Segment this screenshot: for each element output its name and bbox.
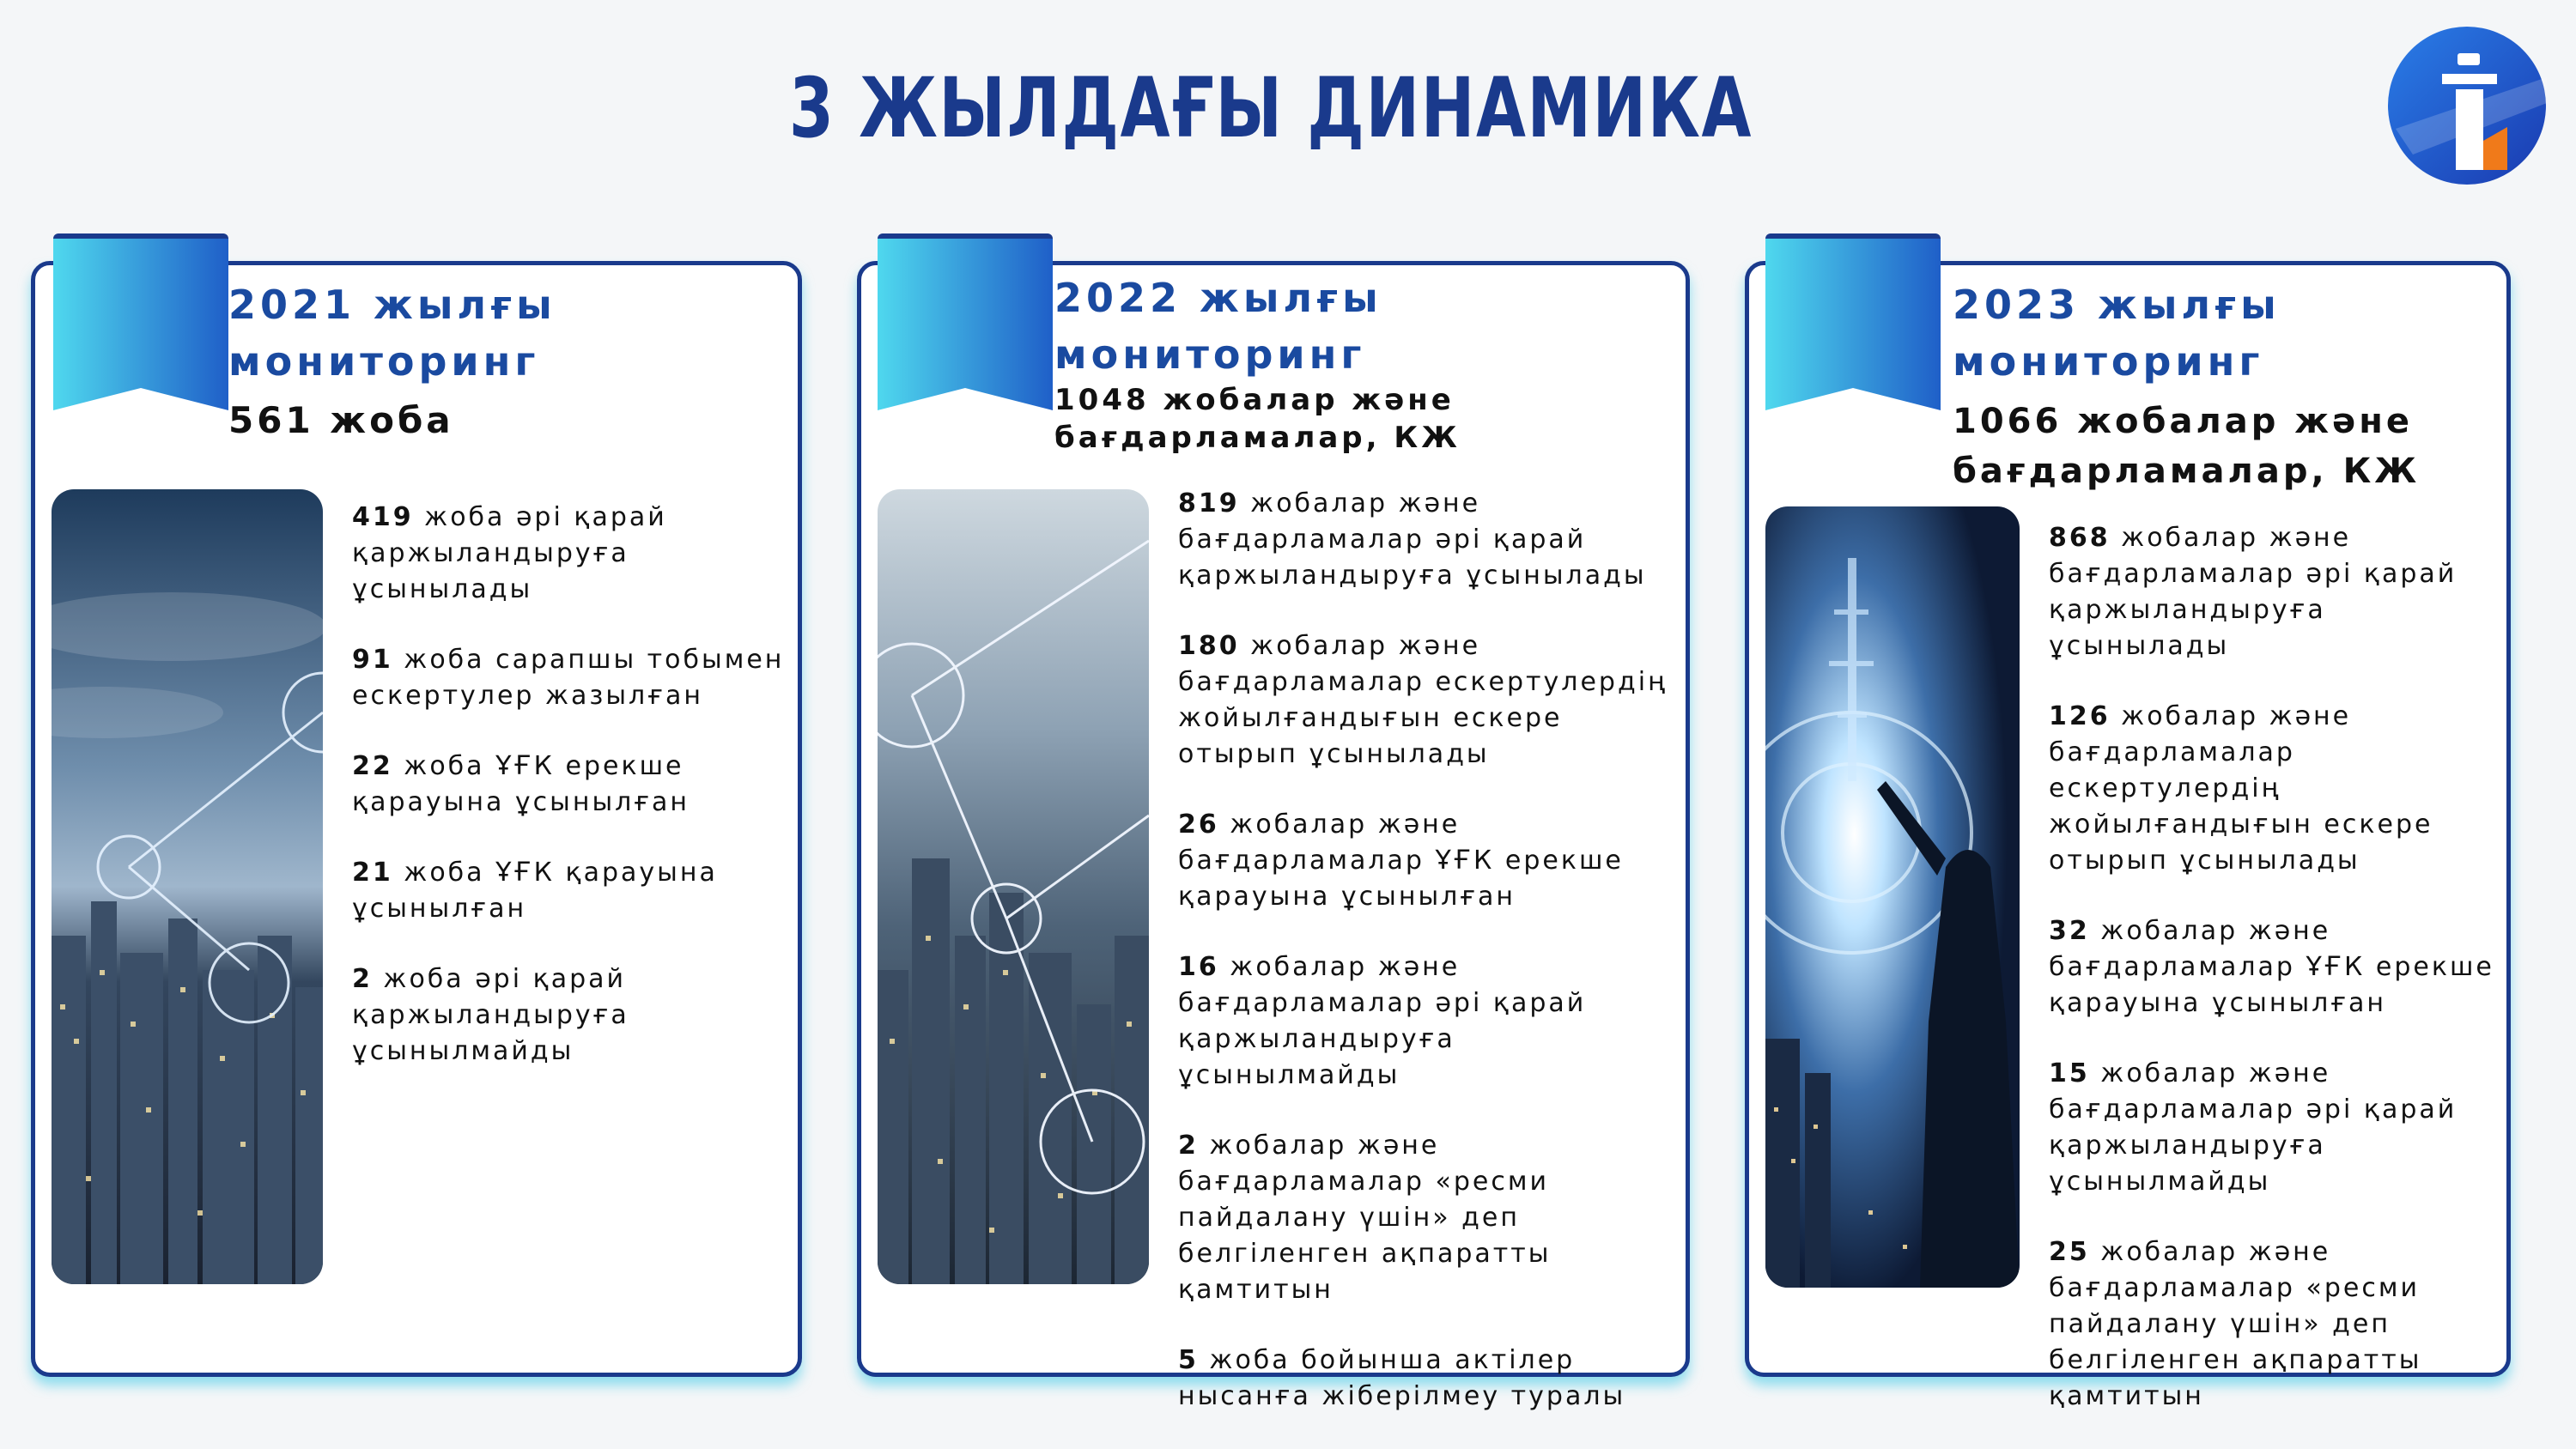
- items-2021: [352, 500, 790, 1104]
- card-title-2023: [1953, 276, 2281, 390]
- items-2022: [1178, 486, 1676, 1449]
- card-title-word: мониторинг: [228, 338, 540, 385]
- ribbon-2022: [878, 233, 1053, 410]
- tech-photo-2023: [1765, 506, 2020, 1288]
- card-year: 2022 жылғы: [1054, 275, 1382, 321]
- card-title-word: мониторинг: [1054, 331, 1366, 378]
- list-item: 32 жобалар және бағдарламалар ҰҒК ерекше қарауына ұсынылған: [2049, 916, 2494, 1018]
- list-item: 21 жоба ҰҒК қарауына ұсынылған: [352, 858, 718, 924]
- card-subtitle-2021: 561 жоба: [228, 399, 454, 441]
- list-item: 2 жоба әрі қарай қаржыландыруға ұсынылмайды: [352, 964, 629, 1066]
- list-item: 22 жоба ҰҒК ерекше қарауына ұсынылған: [352, 751, 690, 817]
- card-title-2021: [228, 276, 556, 390]
- ribbon-2021: [53, 233, 228, 410]
- list-item: 819 жобалар және бағдарламалар әрі қарай қаржыландыруға ұсынылады: [1178, 488, 1647, 591]
- card-subtitle-2022: 1048 жобалар және бағдарламалар, КЖ: [1054, 383, 1461, 455]
- list-item: 26 жобалар және бағдарламалар ҰҒК ерекше қарауына ұсынылған: [1178, 809, 1624, 912]
- list-item: 25 жобалар және бағдарламалар «ресми пайдалану үшін» деп белгіленген ақпаратты қамтитын: [2049, 1237, 2422, 1411]
- logo-icon: [2387, 26, 2547, 185]
- items-2023: [2049, 520, 2495, 1449]
- list-item: 419 жоба әрі қарай қаржыландыруға ұсынылады: [352, 502, 667, 604]
- card-year: 2023 жылғы: [1953, 282, 2281, 328]
- city-photo-2021: [52, 489, 323, 1284]
- card-title-2022: [1054, 270, 1382, 383]
- list-item: 868 жобалар және бағдарламалар әрі қарай қаржыландыруға ұсынылады: [2049, 523, 2458, 661]
- list-item: 15 жобалар және бағдарламалар әрі қарай қаржыландыруға ұсынылмайды: [2049, 1058, 2458, 1197]
- list-item: 180 жобалар және бағдарламалар ескертулердің жойылғандығын ескере отырып ұсынылады: [1178, 631, 1668, 769]
- page-title: 3 ЖЫЛДАҒЫ ДИНАМИКА: [788, 60, 1753, 156]
- ribbon-2023: [1765, 233, 1941, 410]
- list-item: 2 жобалар және бағдарламалар «ресми пайдалану үшін» деп белгіленген ақпаратты қамтитын: [1178, 1131, 1552, 1305]
- card-subtitle-2023: 1066 жобалар және бағдарламалар, КЖ: [1953, 402, 2421, 491]
- city-photo-2022: [878, 489, 1149, 1284]
- card-year: 2021 жылғы: [228, 282, 556, 328]
- list-item: 126 жобалар және бағдарламалар ескертулердің жойылғандығын ескере отырып ұсынылады: [2049, 701, 2433, 876]
- list-item: 5 жоба бойынша актілер нысанға жіберілмеу туралы: [1178, 1345, 1626, 1411]
- card-title-word: мониторинг: [1953, 338, 2264, 385]
- list-item: 91 жоба сарапшы тобымен ескертулер жазылған: [352, 645, 785, 711]
- list-item: 16 жобалар және бағдарламалар әрі қарай қаржыландыруға ұсынылмайды: [1178, 952, 1587, 1090]
